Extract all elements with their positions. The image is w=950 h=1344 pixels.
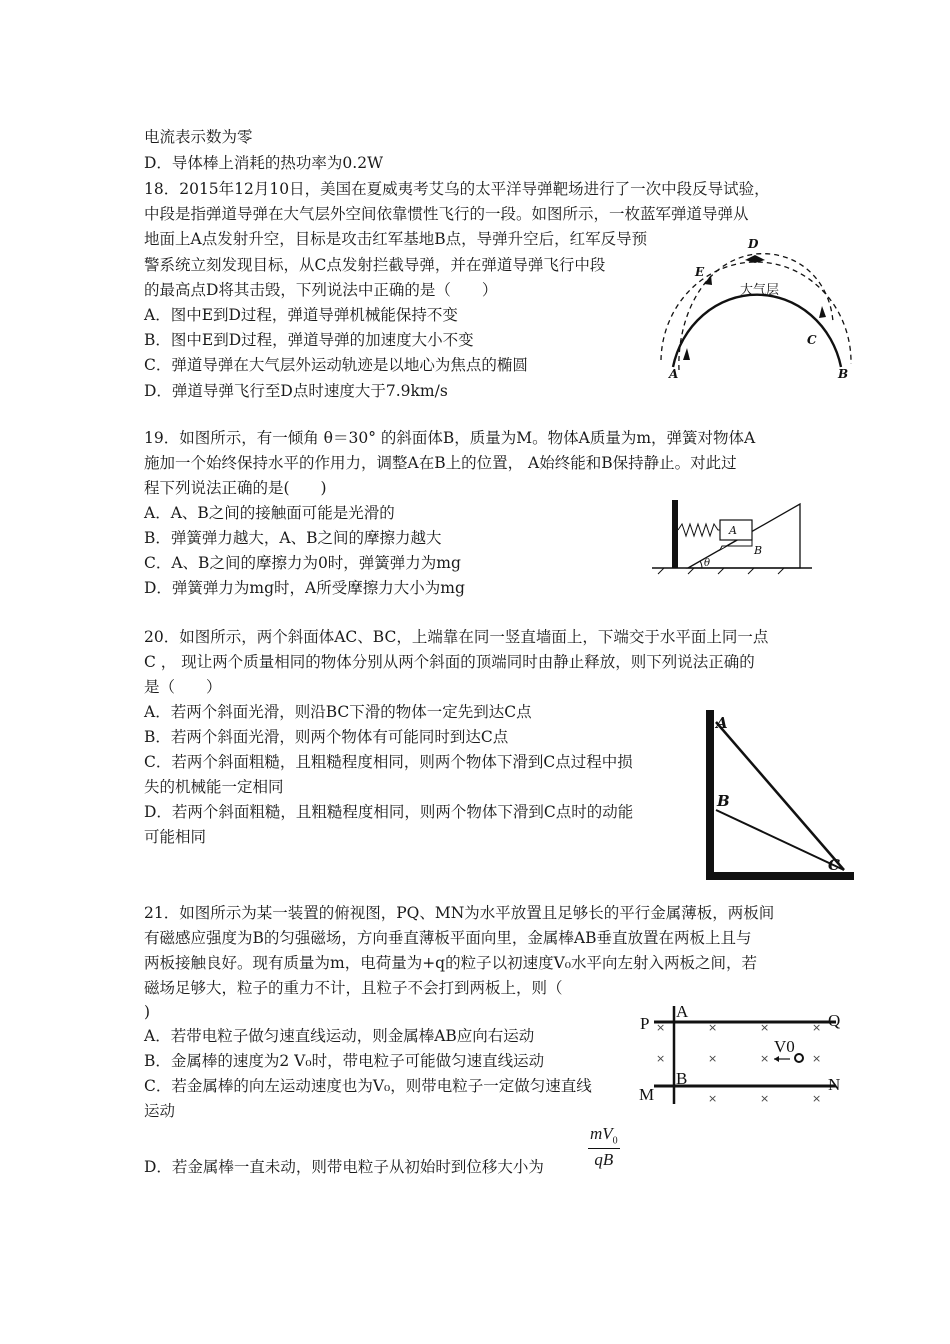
q21-stem-paren: ) [144, 1003, 151, 1021]
q20-option-b: B．若两个斜面光滑，则两个物体有可能同时到达C点 [144, 728, 509, 746]
rod-b-label: B [676, 1069, 688, 1088]
field-cross: × [708, 1092, 718, 1105]
q21-stem-line: 21．如图所示为某一装置的俯视图，PQ、MN为水平放置且足够长的平行金属薄板，两板间 [144, 904, 775, 922]
q20-stem-line: 是（ ） [144, 678, 222, 696]
q18-missile-figure [655, 232, 855, 382]
field-cross: × [760, 1021, 770, 1034]
block-a-label: A [729, 524, 737, 537]
fraction-numerator: mV [590, 1124, 613, 1143]
field-cross: × [656, 1021, 666, 1034]
wall-point-b-label: B [717, 792, 730, 810]
q19-stem-line: 19．如图所示，有一倾角 θ＝30° 的斜面体B，质量为M。物体A质量为m，弹簧对物体A [144, 429, 756, 447]
q19-incline-figure [652, 494, 812, 576]
q20-option-d-cont: 可能相同 [144, 828, 207, 846]
q20-stem-line: C ， 现让两个质量相同的物体分别从两个斜面的顶端同时由静止释放，则下列说法正确的 [144, 653, 755, 671]
q20-stem-line: 20．如图所示，两个斜面体AC、BC，上端靠在同一竖直墙面上，下端交于水平面上同一点 [144, 628, 769, 646]
q18-option-b: B．图中E到D过程，弹道导弹的加速度大小不变 [144, 331, 474, 349]
field-cross: × [708, 1052, 718, 1065]
field-cross: × [760, 1052, 770, 1065]
q20-slopes-figure [700, 706, 856, 884]
q20-option-c-cont: 失的机械能一定相同 [144, 778, 284, 796]
q19-stem-line: 程下列说法正确的是( ) [144, 479, 327, 497]
q19-option-b: B．弹簧弹力越大，A、B之间的摩擦力越大 [144, 529, 442, 547]
theta-label: θ [704, 558, 711, 569]
q18-stem-line: 的最高点D将其击毁，下列说法中正确的是（ ） [144, 281, 498, 299]
atmosphere-label: 大气层 [740, 283, 780, 298]
q21-option-b: B．金属棒的速度为2 V₀时，带电粒子可能做匀速直线运动 [144, 1052, 545, 1070]
q18-option-d: D．弹道导弹飞行至D点时速度大于7.9km/s [144, 382, 448, 400]
rod-a-label: A [676, 1002, 689, 1021]
plate-q-label: Q [828, 1011, 841, 1030]
q19-option-c: C．A、B之间的摩擦力为0时，弹簧弹力为mg [144, 554, 461, 572]
q21-stem-line: 两板接触良好。现有质量为m，电荷量为+q的粒子以初速度V₀水平向左射入两板之间，若 [144, 954, 758, 972]
field-cross: × [708, 1021, 718, 1034]
q19-option-a: A．A、B之间的接触面可能是光滑的 [144, 504, 395, 522]
plate-n-label: N [828, 1075, 841, 1094]
q21-option-c: C．若金属棒的向左运动速度也为V₀，则带电粒子一定做匀速直线 [144, 1077, 592, 1095]
point-d-label: D [748, 237, 759, 251]
q18-stem-line: 中段是指弹道导弹在大气层外空间依靠惯性飞行的一段。如图所示，一枚蓝军弹道导弹从 [144, 205, 749, 223]
wall-point-a-label: A [716, 714, 728, 732]
q21-option-d: D．若金属棒一直未动，则带电粒子从初始时到位移大小为 [144, 1158, 544, 1176]
block-b-label: B [754, 544, 763, 557]
q17-option-d: D．导体棒上消耗的热功率为0.2W [144, 154, 384, 172]
point-c-label: C [807, 333, 817, 347]
field-cross: × [812, 1021, 822, 1034]
q19-option-d: D．弹簧弹力为mg时，A所受摩擦力大小为mg [144, 579, 465, 597]
q18-option-c: C．弹道导弹在大气层外运动轨迹是以地心为焦点的椭圆 [144, 356, 528, 374]
ground-point-c-label: C [828, 856, 840, 874]
q21-stem-line: 有磁感应强度为B的匀强磁场，方向垂直薄板平面向里，金属棒AB垂直放置在两板上且与 [144, 929, 752, 947]
q21-stem-line: 磁场足够大，粒子的重力不计，且粒子不会打到两板上，则（ [144, 979, 563, 997]
velocity-label: V0 [774, 1037, 795, 1056]
point-a-label: A [669, 367, 679, 381]
field-cross: × [760, 1092, 770, 1105]
q17-tail-line: 电流表示数为零 [144, 128, 253, 146]
plate-m-label: M [639, 1085, 655, 1104]
field-cross: × [812, 1092, 822, 1105]
q20-option-d: D．若两个斜面粗糙，且粗糙程度相同，则两个物体下滑到C点时的动能 [144, 803, 634, 821]
q18-stem-line: 警系统立刻发现目标，从C点发射拦截导弹，并在弹道导弹飞行中段 [144, 256, 606, 274]
q20-option-c: C．若两个斜面粗糙，且粗糙程度相同，则两个物体下滑到C点过程中损 [144, 753, 633, 771]
field-cross: × [656, 1052, 666, 1065]
point-e-label: E [695, 265, 705, 279]
q21-plates-figure [636, 1000, 846, 1110]
q20-option-a: A．若两个斜面光滑，则沿BC下滑的物体一定先到达C点 [144, 703, 532, 721]
q18-stem-line: 18．2015年12月10日，美国在夏威夷考艾乌的太平洋导弹靶场进行了一次中段反导试验， [144, 180, 770, 198]
q21-option-c-cont: 运动 [144, 1102, 176, 1120]
q18-option-a: A．图中E到D过程，弹道导弹机械能保持不变 [144, 306, 458, 324]
fraction-denominator: qB [594, 1150, 614, 1170]
plate-p-label: P [640, 1014, 650, 1033]
q21-fraction [588, 1124, 620, 1170]
q18-stem-line: 地面上A点发射升空，目标是攻击红军基地B点，导弹升空后，红军反导预 [144, 230, 648, 248]
point-b-label: B [838, 367, 849, 381]
q21-option-a: A．若带电粒子做匀速直线运动，则金属棒AB应向右运动 [144, 1027, 535, 1045]
q19-stem-line: 施加一个始终保持水平的作用力，调整A在B上的位置， A始终能和B保持静止。对此过 [144, 454, 737, 472]
field-cross: × [812, 1052, 822, 1065]
fraction-numerator-sub: 0 [612, 1135, 618, 1147]
